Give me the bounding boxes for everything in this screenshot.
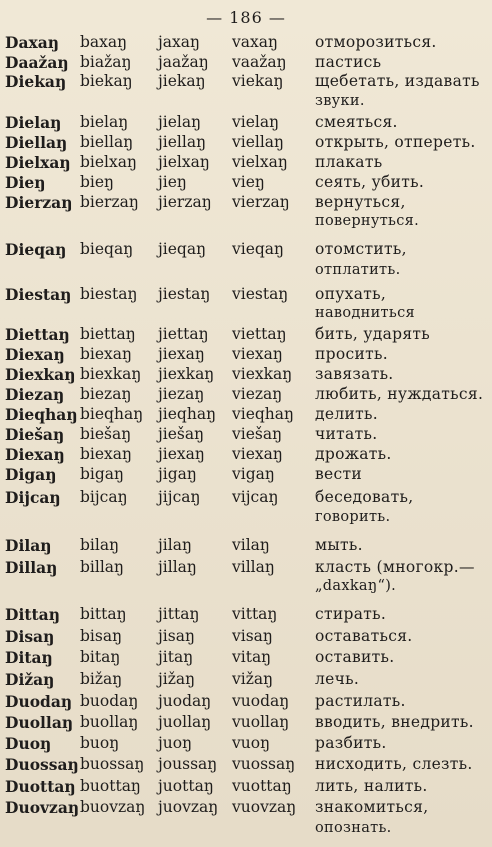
form-v: viešaŋ (232, 425, 283, 443)
headword: Diettaŋ (5, 325, 70, 344)
headword: Dielaŋ (5, 113, 62, 132)
translation: делить. (315, 405, 378, 423)
form-j: juollaŋ (158, 713, 212, 731)
entry-row (0, 465, 492, 485)
entry-row (0, 53, 492, 73)
form-v: vijcaŋ (232, 488, 279, 506)
form-v: vuollaŋ (232, 713, 290, 731)
entry-row (0, 734, 492, 754)
form-b: bižaŋ (80, 670, 123, 688)
entry-row (0, 240, 492, 260)
headword: Diestaŋ (5, 285, 72, 304)
translation: дрожать. (315, 445, 392, 463)
form-b: baxaŋ (80, 33, 128, 51)
headword: Diexkaŋ (5, 365, 76, 384)
form-v: vigaŋ (232, 465, 275, 483)
form-j: jieŋ (158, 173, 187, 191)
entry-row (0, 605, 492, 625)
form-j: joussaŋ (158, 755, 218, 773)
translation: щебетать, издавать (315, 72, 480, 90)
form-b: biexaŋ (80, 445, 133, 463)
form-j: jielxaŋ (158, 153, 210, 171)
form-b: bielaŋ (80, 113, 129, 131)
translation: любить, нуждаться. (315, 385, 484, 403)
translation: стирать. (315, 605, 387, 623)
form-b: biexaŋ (80, 345, 133, 363)
form-j: jigaŋ (158, 465, 197, 483)
translation: открыть, отпереть. (315, 133, 476, 151)
form-j: juovzaŋ (158, 798, 219, 816)
form-j: jisaŋ (158, 627, 195, 645)
form-v: vilaŋ (232, 536, 270, 554)
form-j: jiešaŋ (158, 425, 205, 443)
translation-continuation: звуки. (315, 93, 365, 109)
headword: Dijcaŋ (5, 488, 61, 507)
translation: лить, налить. (315, 777, 428, 795)
form-b: biezaŋ (80, 385, 132, 403)
headword: Digaŋ (5, 465, 57, 484)
form-b: bierzaŋ (80, 193, 139, 211)
form-v: viezaŋ (232, 385, 283, 403)
entry-row (0, 536, 492, 556)
headword: Duollaŋ (5, 713, 74, 732)
translation: нисходить, слезть. (315, 755, 473, 773)
translation: класть (многокр.— (315, 558, 475, 576)
headword: Dielxaŋ (5, 153, 71, 172)
translation: смеяться. (315, 113, 398, 131)
translation: мыть. (315, 536, 363, 554)
translation: растилать. (315, 692, 406, 710)
headword: Daažaŋ (5, 53, 69, 72)
entry-row (0, 558, 492, 578)
form-v: viekaŋ (232, 72, 284, 90)
form-v: vuovzaŋ (232, 798, 297, 816)
form-v: vierzaŋ (232, 193, 290, 211)
form-b: bitaŋ (80, 648, 121, 666)
form-b: biekaŋ (80, 72, 133, 90)
entry-row (0, 285, 492, 305)
translation: просить. (315, 345, 388, 363)
entry-row (0, 670, 492, 690)
form-v: vitaŋ (232, 648, 272, 666)
form-j: jiezaŋ (158, 385, 205, 403)
form-v: viestaŋ (232, 285, 289, 303)
translation: беседовать, (315, 488, 414, 506)
translation-continuation: опознать. (315, 820, 392, 836)
form-j: juottaŋ (158, 777, 214, 795)
entry-row (0, 405, 492, 425)
translation: сеять, убить. (315, 173, 425, 191)
form-b: biažaŋ (80, 53, 132, 71)
form-j: jilaŋ (158, 536, 192, 554)
entry-row (0, 713, 492, 733)
form-v: vieŋ (232, 173, 265, 191)
form-b: buottaŋ (80, 777, 141, 795)
translation-continuation: отплатить. (315, 262, 401, 278)
form-v: vieqaŋ (232, 240, 285, 258)
form-b: bigaŋ (80, 465, 125, 483)
translation: разбить. (315, 734, 387, 752)
form-j: jillaŋ (158, 558, 197, 576)
form-j: jaxaŋ (158, 33, 201, 51)
form-v: viettaŋ (232, 325, 287, 343)
headword: Diexaŋ (5, 345, 65, 364)
page-number: — 186 — (206, 8, 286, 27)
form-v: vaažaŋ (232, 53, 287, 71)
form-b: bieqaŋ (80, 240, 134, 258)
entry-row (0, 777, 492, 797)
form-v: viexaŋ (232, 345, 283, 363)
translation: опухать, (315, 285, 387, 303)
form-b: buovzaŋ (80, 798, 146, 816)
headword: Duodaŋ (5, 692, 73, 711)
form-v: viexaŋ (232, 445, 283, 463)
entry-row (0, 153, 492, 173)
form-j: jielaŋ (158, 113, 202, 131)
form-b: bisaŋ (80, 627, 123, 645)
form-j: juoŋ (158, 734, 193, 752)
headword: Dieqhaŋ (5, 405, 78, 424)
headword: Diexaŋ (5, 445, 65, 464)
form-j: jiestaŋ (158, 285, 211, 303)
form-j: jiexaŋ (158, 345, 205, 363)
form-b: biellaŋ (80, 133, 134, 151)
form-b: bieŋ (80, 173, 115, 191)
headword: Diekaŋ (5, 72, 67, 91)
entry-row (0, 648, 492, 668)
form-v: vuoŋ (232, 734, 271, 752)
translation: отомстить, (315, 240, 407, 258)
form-v: vittaŋ (232, 605, 278, 623)
translation: оставить. (315, 648, 395, 666)
form-j: jiettaŋ (158, 325, 209, 343)
form-j: jaažaŋ (158, 53, 209, 71)
translation: знакомиться, (315, 798, 429, 816)
entry-row (0, 445, 492, 465)
form-v: vieqhaŋ (232, 405, 295, 423)
translation: вводить, внедрить. (315, 713, 474, 731)
headword: Disaŋ (5, 627, 55, 646)
headword: Dilaŋ (5, 536, 52, 555)
headword: Dieŋ (5, 173, 46, 192)
form-v: viexkaŋ (232, 365, 293, 383)
headword: Duovzaŋ (5, 798, 80, 817)
entry-row (0, 325, 492, 345)
form-v: villaŋ (232, 558, 275, 576)
entry-row (0, 133, 492, 153)
translation: оставаться. (315, 627, 413, 645)
form-b: biešaŋ (80, 425, 132, 443)
translation: бить, ударять (315, 325, 431, 343)
form-v: visaŋ (232, 627, 273, 645)
translation: вернуться, (315, 193, 406, 211)
translation: пастись (315, 53, 382, 71)
translation-continuation: говорить. (315, 509, 391, 525)
form-v: viellaŋ (232, 133, 285, 151)
form-v: vielxaŋ (232, 153, 288, 171)
form-j: jittaŋ (158, 605, 200, 623)
headword: Dieqaŋ (5, 240, 67, 259)
headword: Daxaŋ (5, 33, 60, 52)
entry-row (0, 173, 492, 193)
form-j: jiellaŋ (158, 133, 207, 151)
headword: Duottaŋ (5, 777, 76, 796)
form-b: bijcaŋ (80, 488, 128, 506)
form-j: jiexkaŋ (158, 365, 215, 383)
translation-continuation: повернуться. (315, 213, 420, 229)
translation-continuation: наводниться (315, 305, 415, 321)
entry-row (0, 113, 492, 133)
entry-row (0, 798, 492, 818)
entry-row (0, 488, 492, 508)
headword: Ditaŋ (5, 648, 53, 667)
entry-row (0, 72, 492, 92)
form-v: vielaŋ (232, 113, 280, 131)
form-b: buoŋ (80, 734, 120, 752)
form-j: juodaŋ (158, 692, 212, 710)
form-b: bielxaŋ (80, 153, 137, 171)
entry-row (0, 425, 492, 445)
form-b: biettaŋ (80, 325, 136, 343)
headword: Diezaŋ (5, 385, 65, 404)
form-j: jiexaŋ (158, 445, 205, 463)
form-b: billaŋ (80, 558, 125, 576)
entry-row (0, 33, 492, 53)
translation: вести (315, 465, 362, 483)
form-v: vuodaŋ (232, 692, 290, 710)
form-b: bittaŋ (80, 605, 127, 623)
entry-row (0, 755, 492, 775)
form-b: buodaŋ (80, 692, 139, 710)
translation-continuation: „daxkaŋ“). (315, 578, 397, 594)
form-b: bilaŋ (80, 536, 120, 554)
form-b: biestaŋ (80, 285, 138, 303)
headword: Dierzaŋ (5, 193, 73, 212)
form-j: jieqaŋ (158, 240, 207, 258)
form-b: buollaŋ (80, 713, 139, 731)
form-j: jijcaŋ (158, 488, 201, 506)
entry-row (0, 345, 492, 365)
translation: лечь. (315, 670, 360, 688)
form-j: jitaŋ (158, 648, 194, 666)
form-v: vižaŋ (232, 670, 274, 688)
form-j: jierzaŋ (158, 193, 212, 211)
translation: читать. (315, 425, 378, 443)
entry-row (0, 193, 492, 213)
entry-row (0, 627, 492, 647)
translation: плакать (315, 153, 383, 171)
form-j: jieqhaŋ (158, 405, 217, 423)
headword: Dittaŋ (5, 605, 60, 624)
translation: завязать. (315, 365, 394, 383)
headword: Duossaŋ (5, 755, 79, 774)
form-v: vuottaŋ (232, 777, 292, 795)
headword: Dillaŋ (5, 558, 58, 577)
form-v: vuossaŋ (232, 755, 296, 773)
headword: Duoŋ (5, 734, 52, 753)
form-j: jiekaŋ (158, 72, 206, 90)
entry-row (0, 365, 492, 385)
entry-row (0, 692, 492, 712)
headword: Dižaŋ (5, 670, 55, 689)
form-b: buossaŋ (80, 755, 145, 773)
form-j: jižaŋ (158, 670, 196, 688)
form-b: bieqhaŋ (80, 405, 144, 423)
headword: Diešaŋ (5, 425, 65, 444)
translation: отморозиться. (315, 33, 437, 51)
form-b: biexkaŋ (80, 365, 142, 383)
headword: Diellaŋ (5, 133, 68, 152)
entry-row (0, 385, 492, 405)
form-v: vaxaŋ (232, 33, 278, 51)
